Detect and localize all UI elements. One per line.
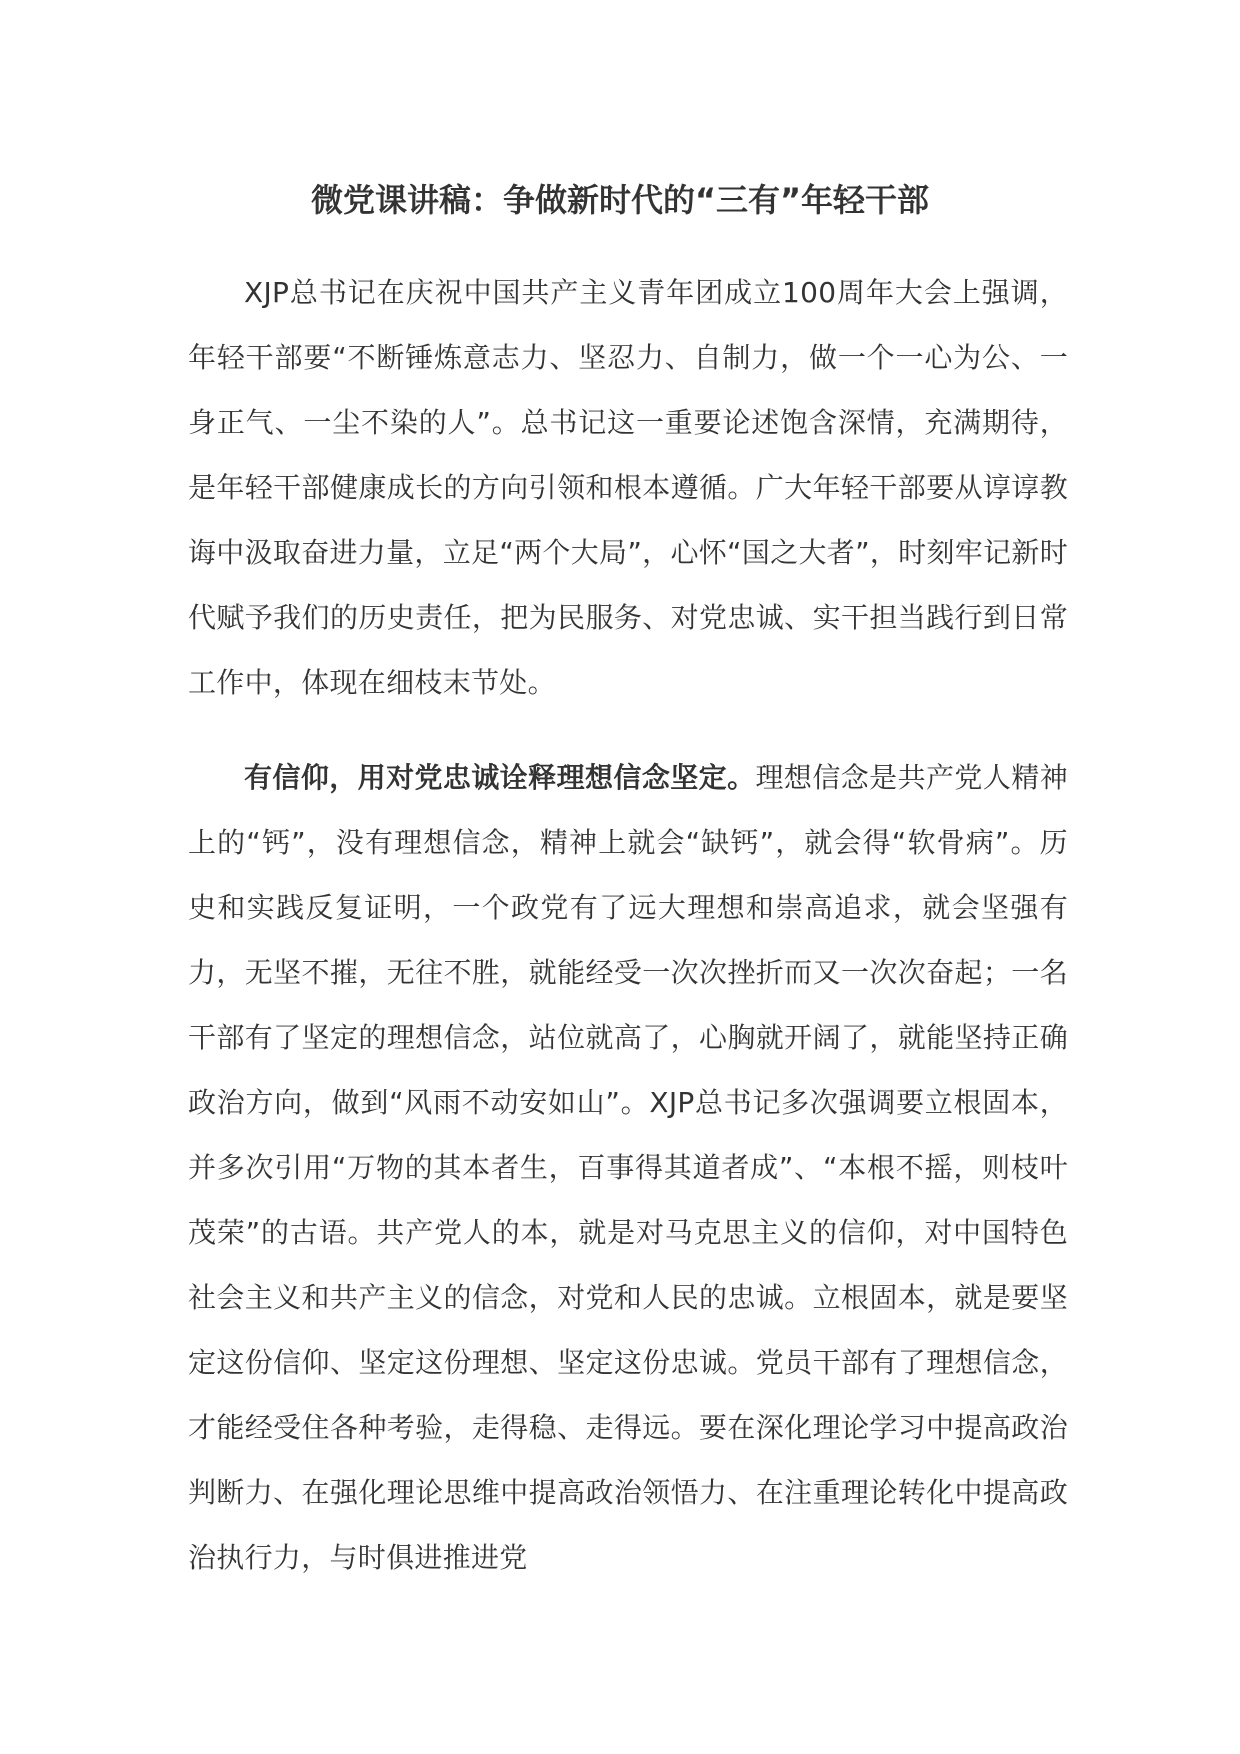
- paragraph-faith: [188, 745, 1068, 1590]
- paragraph-intro: [188, 260, 1068, 715]
- paragraph-faith-lead: 有信仰，用对党忠诚诠释理想信念坚定。: [244, 761, 756, 794]
- paragraph-faith-text: 理想信念是共产党人精神上的“钙”，没有理想信念，精神上就会“缺钙”，就会得“软骨病”。历史和实践反复证明，一个政党有了远大理想和崇高追求，就会坚强有力，无坚不摧，无往不胜，就能经受一次次挫折而又一次次奋起；一名干部有了坚定的理想信念，站位就高了，心胸就开阔了，就能坚持正确政治方向，做到“风雨不动安如山”。XJP总书记多次强调要立根固本，并多次引用“万物的其本者生，百事得其道者成”、“本根不摇，则枝叶茂荣”的古语。共产党人的本，就是对马克思主义的信仰，对中国特色社会主义和共产主义的信念，对党和人民的忠诚。立根固本，就是要坚定这份信仰、坚定这份理想、坚定这份忠诚。党员干部有了理想信念，才能经受住各种考验，走得稳、走得远。要在深化理论学习中提高政治判断力、在强化理论思维中提高政治领悟力、在注重理论转化中提高政治执行力，与时俱进推进党: [188, 761, 1068, 1574]
- document-title: 微党课讲稿：争做新时代的“三有”年轻干部: [310, 181, 930, 219]
- paragraph-intro-text: XJP总书记在庆祝中国共产主义青年团成立100周年大会上强调，年轻干部要“不断锤炼意志力、坚忍力、自制力，做一个一心为公、一身正气、一尘不染的人”。总书记这一重要论述饱含深情，充满期待，是年轻干部健康成长的方向引领和根本遵循。广大年轻干部要从谆谆教诲中汲取奋进力量，立足“两个大局”，心怀“国之大者”，时刻牢记新时代赋予我们的历史责任，把为民服务、对党忠诚、实干担当践行到日常工作中，体现在细枝末节处。: [188, 276, 1068, 699]
